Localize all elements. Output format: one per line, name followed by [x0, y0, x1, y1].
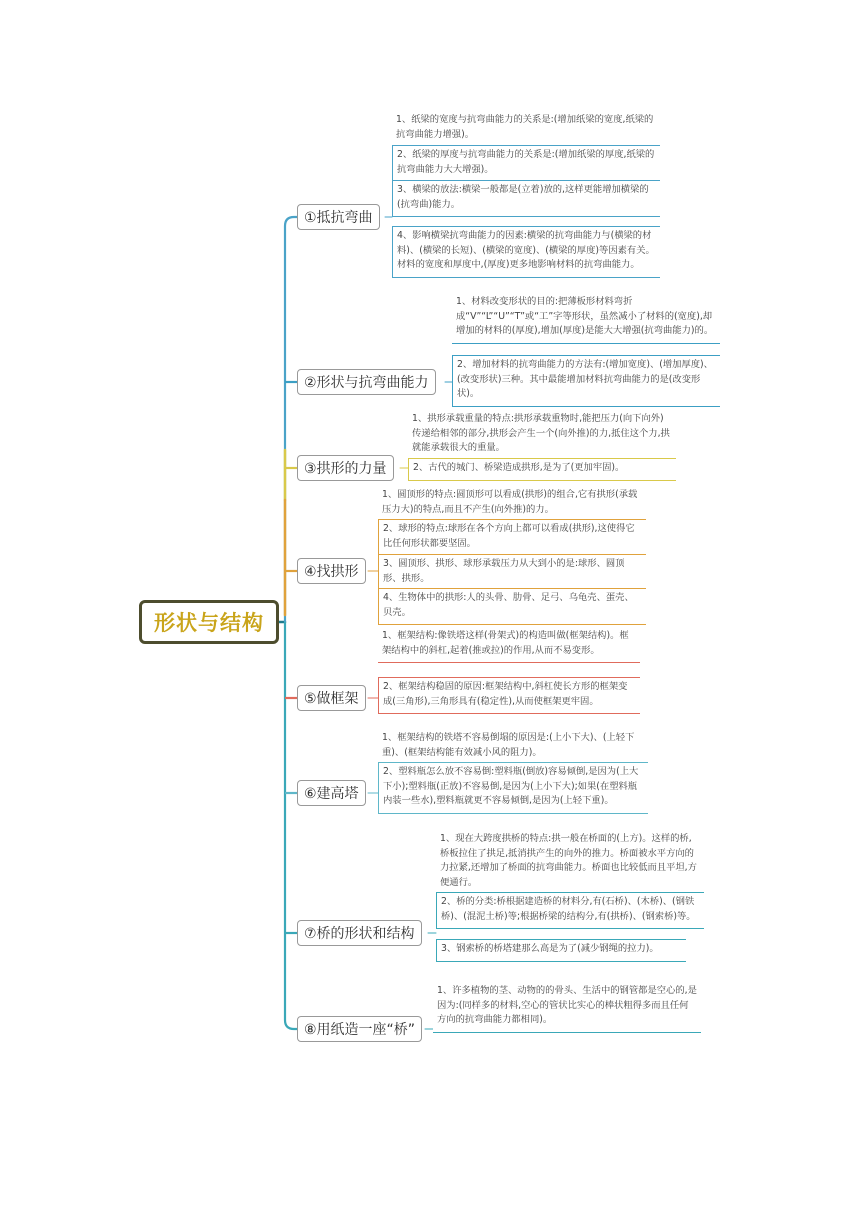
- branch-resist-bending: ①抵抗弯曲: [297, 204, 380, 230]
- leaf-7-1: 1、现在大跨度拱桥的特点:拱一般在桥面的(上方)。这样的桥,桥板拉住了拱足,抵消拱产生的向外的推力。桥面被水平方向的力拉紧,还增加了桥面的抗弯曲能力。桥面也比较低而且平坦,方便通行。: [436, 830, 704, 895]
- leaf-2-1: 1、材料改变形状的目的:把薄板形材料弯折成“V”“L”“U”“T”或“工”字等形状，虽然减小了材料的(宽度),却增加的材料的(厚度),增加(厚度)是能大大增强(抗弯曲能力)的。: [452, 293, 720, 344]
- leaf-4-1: 1、圆顶形的特点:圆顶形可以看成(拱形)的组合,它有拱形(承载压力大)的特点,而且不产生(向外推)的力。: [378, 486, 646, 522]
- root-topic: 形状与结构: [139, 600, 279, 644]
- leaf-1-4: 4、影响横梁抗弯曲能力的因素:横梁的抗弯曲能力与(横梁的材料)、(横梁的长短)、(横梁的宽度)、(横梁的厚度)等因素有关。材料的宽度和厚度中,(厚度)更多地影响材料的抗弯曲能力。: [392, 226, 660, 278]
- leaf-5-2: 2、框架结构稳固的原因:框架结构中,斜杠使长方形的框架变成(三角形),三角形具有(稳定性),从而使框架更牢固。: [378, 677, 640, 714]
- leaf-3-1: 1、拱形承载重量的特点:拱形承载重物时,能把压力(向下向外)传递给相邻的部分,拱形会产生一个(向外推)的力,抵住这个力,拱就能承载很大的重量。: [408, 410, 676, 461]
- trunk-branch-8: [285, 622, 297, 1029]
- leaf-4-3: 3、圆顶形、拱形、球形承载压力从大到小的是:球形、圆顶形、拱形。: [378, 554, 646, 591]
- leaf-1-3: 3、横梁的放法:横梁一般都是(立着)放的,这样更能增加横梁的(抗弯曲)能力。: [392, 180, 660, 217]
- branch-shape-and-bending: ②形状与抗弯曲能力: [297, 369, 436, 395]
- leaf-1-1: 1、纸梁的宽度与抗弯曲能力的关系是:(增加纸梁的宽度,纸梁的抗弯曲能力增强)。: [392, 111, 660, 147]
- branch-arch-strength: ③拱形的力量: [297, 455, 394, 481]
- leaf-8-1: 1、许多植物的茎、动物的的骨头、生活中的钢管都是空心的,是因为:(同样多的材料,空心的管状比实心的棒状粗得多而且任何方向的抗弯曲能力都相同)。: [433, 982, 701, 1033]
- branch-make-frame: ⑤做框架: [297, 685, 366, 711]
- leaf-5-1: 1、框架结构:像铁塔这样(骨架式)的构造叫做(框架结构)。框架结构中的斜杠,起着(推或拉)的作用,从而不易变形。: [378, 627, 640, 663]
- leaf-2-2: 2、增加材料的抗弯曲能力的方法有:(增加宽度)、(增加厚度)、(改变形状)三种。其中最能增加材料抗弯曲能力的是(改变形状)。: [452, 355, 720, 407]
- leaf-6-1: 1、框架结构的铁塔不容易倒塌的原因是:(上小下大)、(上轻下重)、(框架结构能有效减小风的阻力)。: [378, 729, 648, 765]
- branch-bridge-shape-structure: ⑦桥的形状和结构: [297, 920, 422, 946]
- leaf-3-2: 2、古代的城门、桥梁造成拱形,是为了(更加牢固)。: [408, 458, 676, 481]
- branch-find-arches: ④找拱形: [297, 558, 366, 584]
- trunk-branch-1: [285, 217, 297, 622]
- leaf-7-2: 2、桥的分类:桥根据建造桥的材料分,有(石桥)、(木桥)、(钢铁桥)、(混泥土桥)等;根据桥梁的结构分,有(拱桥)、(钢索桥)等。: [436, 892, 704, 929]
- leaf-4-2: 2、球形的特点:球形在各个方向上都可以看成(拱形),这使得它比任何形状都要坚固。: [378, 519, 646, 556]
- leaf-4-4: 4、生物体中的拱形:人的头骨、肋骨、足弓、乌龟壳、蛋壳、贝壳。: [378, 588, 646, 625]
- branch-paper-bridge: ⑧用纸造一座“桥”: [297, 1016, 422, 1042]
- branch-build-tower: ⑥建高塔: [297, 780, 366, 806]
- leaf-1-2: 2、纸梁的厚度与抗弯曲能力的关系是:(增加纸梁的厚度,纸梁的抗弯曲能力大大增强)。: [392, 145, 660, 182]
- leaf-7-3: 3、钢索桥的桥塔建那么高是为了(减少钢绳的拉力)。: [436, 939, 686, 962]
- leaf-6-2: 2、塑料瓶怎么放不容易倒:塑料瓶(倒放)容易倾倒,是因为(上大下小);塑料瓶(正放)不容易倒,是因为(上小下大);如果(在塑料瓶内装一些水),塑料瓶就更不容易倾倒,是因为(上轻下重)。: [378, 762, 648, 814]
